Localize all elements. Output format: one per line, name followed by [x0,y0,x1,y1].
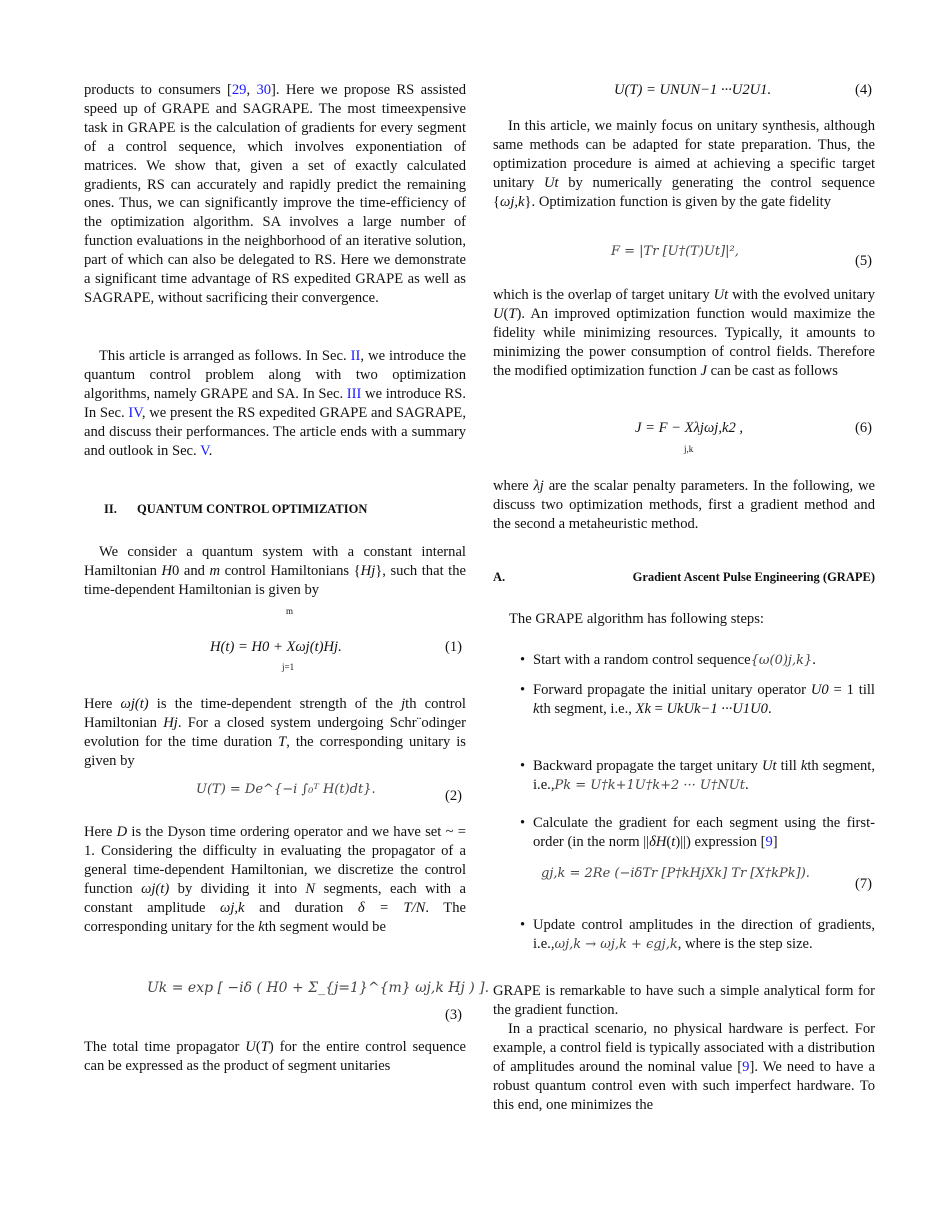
text-run: by dividing it into [169,880,306,897]
text-run: . [767,700,772,717]
math-inline: k [258,918,265,935]
text-run: This article is arranged as follows. In Sec. [99,348,351,364]
text-run: Start with a random control sequence [533,652,751,668]
grape-step-1 [533,651,875,671]
paragraph-fidelity [493,286,875,381]
text-run: where [493,478,534,494]
math-inline: t [671,833,676,850]
paragraph-discretization [84,823,466,936]
paragraph-grape-remark [493,982,875,1020]
citation-link[interactable]: 9 [765,833,773,850]
subsection-heading: Gradient Ascent Pulse Engineering (GRAPE) [632,570,875,584]
equation-1-lower: j=1 [282,662,295,672]
text-run: In a practical scenario, no physical hardware is perfect. For example, a control field is typically associated with a distribution of amplitudes around the nominal value [ [493,1021,875,1075]
text-run: We consider a quantum system with a constant internal Hamiltonian [84,544,466,579]
equation-1-upper: m [286,606,294,616]
paragraph-total-propagator [84,1038,466,1076]
equation-3-number: (3) [445,1007,463,1023]
text-run: th segment, i.e., [539,700,636,717]
section-heading: QUANTUM CONTROL OPTIMIZATION [137,502,368,516]
equation-4-number: (4) [855,82,873,98]
text-run: control Hamiltonians { [220,562,361,579]
citation-link[interactable]: III [346,385,362,402]
equation-7-number: (7) [855,876,873,892]
grape-step-5 [533,916,875,955]
text-run: }. Optimization function is given by the gate fidelity [524,193,832,210]
grape-step-2 [533,681,875,719]
text-run: are the scalar penalty parameters. In the following, we discuss two optimization methods, first a gradient method and the second a metaheuristic method. [493,478,875,532]
equation-6-number: (6) [855,420,873,436]
text-run: and duration [244,899,358,916]
text-run: we introduce RS. In Sec. [84,385,466,421]
text-run: products to consumers [ [84,82,232,98]
text-run: ( [255,1039,261,1055]
text-run: ( [503,305,509,322]
equation-7: gj,k = 2Re (−iδTr [P†kHjXk] Tr [X†kPk]). [541,866,810,881]
text-run: }, such that the time-dependent Hamiltonian is given by [84,562,467,598]
text-run: can be cast as follows [707,362,838,379]
text-run: . [208,442,213,459]
citation-link[interactable]: 29 [231,82,247,98]
text-run: th segment, i.e., [533,758,875,793]
math-inline: T [508,305,517,322]
text-run: GRAPE is remarkable to have such a simple analytical form for the gradient function. [493,983,875,1018]
text-run: ( [666,833,672,850]
text-run: In this article, we mainly focus on unitary synthesis, although same methods can be adapted for state preparation. Thus, the optimization procedure is aimed at achieving a specific target unitary [493,118,875,191]
math-inline: m [209,562,221,579]
citation-link[interactable]: IV [128,404,142,421]
text-run: , where is the step size. [677,935,813,952]
citation-link[interactable]: 9 [742,1058,750,1075]
math-inline: UkUk−1 ···U1U0 [666,700,768,717]
text-run: is the time-dependent strength of the [148,696,402,712]
equation-5-number: (5) [855,253,873,269]
text-run: Backward propagate the target unitary [533,758,762,774]
math-inline: U [245,1039,256,1055]
paragraph-penalty [493,477,875,534]
math-inline: U [493,305,504,322]
text-run: . For a closed system undergoing Schr¨odinger evolution for the time duration [84,714,466,750]
equation-5: F = |Tr [U†(T)Ut]|², [611,244,739,259]
paragraph-unitary-synthesis [493,117,875,212]
citation-link[interactable]: II [350,348,361,364]
math-inline: H [360,562,372,579]
grape-step-4 [533,814,875,852]
math-inline: δH [649,833,667,850]
math-inline: j [401,696,406,712]
math-inline: Ut [543,174,559,191]
grape-step-3 [533,757,875,796]
equation-1-number: (1) [445,639,463,655]
text-run: . [812,652,816,668]
text-run: The total time propagator [84,1039,246,1055]
text-run: is the Dyson time ordering operator and we have set ~ = 1. Considering the difficulty in evaluating the propagator of a general time-dependent Hamiltonian, we discretize the control function [84,824,466,897]
text-run: till [776,758,801,774]
math-inline: ωj,k [500,193,525,210]
text-run: Here [84,824,117,840]
text-run: ). An improved optimization function would maximize the fidelity while minimizing resources. Typically, it amounts to minimizing the power consumption of control fields. Therefore the modified optimization function [493,305,875,379]
equation-2: U(T) = De^{−i ∫₀ᵀ H(t)dt}. [196,782,376,797]
math-inline: D [116,824,128,840]
text-run: th control Hamiltonian [84,696,466,731]
text-run: ) for the entire control sequence can be expressed as the product of segment unitaries [84,1039,466,1074]
text-run: by numerically generating the control sequence { [493,174,875,210]
text-run: , we present the RS expedited GRAPE and SAGRAPE, and discuss their performances. The article ends with a summary and outlook in Sec. [84,404,466,459]
text-run: , we introduce the quantum control problem along with two optimization algorithms, namely GRAPE and SA. In Sec. [84,348,466,402]
paragraph-system [84,543,466,600]
section-number: II. [104,502,117,516]
text-run: . The corresponding unitary for the [84,899,466,935]
math-inline: ωj(t) [141,880,170,897]
citation-link[interactable]: 30 [256,82,272,98]
text-run: Forward propagate the initial unitary operator [533,682,811,698]
math-inline: ωj,k → ωj,k + ϵgj,k [554,936,678,952]
equation-3: Uk = exp [ −iδ ( H0 + Σ_{j=1}^{m} ωj,k Hj ) ]. [147,980,490,996]
math-inline: ωj(t) [120,696,149,712]
text-run: 0 and [172,562,210,579]
subsection-number: A. [493,570,506,584]
equation-4: U(T) = UNUN−1 ···U2U1. [614,82,772,98]
math-inline: λj [533,478,544,494]
math-inline: j [371,562,376,579]
text-run: with the evolved unitary [728,287,876,303]
text-run: ] [772,833,778,850]
math-inline: T [260,1039,269,1055]
text-run: = 1 till [828,682,875,698]
math-inline: Xk [635,700,651,717]
text-run: ]. Here we propose RS assisted speed up of GRAPE and SAGRAPE. The most timeexpensive task in GRAPE is the calculation of gradients for every segment of a control sequence, which involves exponentiation of matrices. We show that, given a set of exactly calculated gradients, RS can accurately and rapidly predict the remaining ones. Thus, we can significantly improve the time-efficiency of the optimization algorithm. SA involves a large number of function evaluations in the neighborhood of an iterative solution, part of which can also be delegated to RS. Here we demonstrate a significant time advantage of RS expedited GRAPE as well as SAGRAPE, without sacrificing their convergence. [84,82,467,306]
math-inline: T [278,733,287,750]
text-run: ]. We need to have a robust quantum control even with such imperfect hardware. To this end, one minimizes the [493,1058,875,1113]
citation-link[interactable]: V [200,442,209,459]
math-inline: k [800,758,808,774]
math-inline: {ω(0)j,k} [750,653,813,668]
text-run: segments, each with a constant amplitude [84,880,466,916]
text-run: Calculate the gradient for each segment using the first-order (in the norm || [533,815,875,850]
text-run: = [650,700,667,717]
math-inline: k [533,700,540,717]
math-inline: Ut [761,758,777,774]
paragraph-robust-control [493,1020,875,1115]
math-inline: J [700,362,707,379]
text-run: Update control amplitudes in the direction of gradients, i.e., [533,917,875,952]
text-run: . [744,776,749,793]
math-inline: Pk = U†k+1U†k+2 ··· U†NUt [554,777,745,793]
text-run: Here [84,696,121,712]
equation-6: J = F − Xλjωj,k2 , [635,420,744,436]
math-inline: N [305,880,316,897]
equation-2-number: (2) [445,788,463,804]
math-inline: δ = T/N [357,899,426,916]
paragraph-intro-rs [84,81,466,308]
grape-intro: The GRAPE algorithm has following steps: [509,611,764,627]
math-inline: H [161,562,173,579]
equation-1: H(t) = H0 + Xωj(t)Hj. [210,639,342,655]
math-inline: Ut [713,287,729,303]
text-run: , the corresponding unitary is given by [84,733,466,769]
math-inline: Hj [163,714,178,731]
math-inline: ωj,k [220,899,245,916]
text-run: which is the overlap of target unitary [493,287,714,303]
math-inline: U0 [810,682,829,698]
text-run: )||) expression [ [675,833,766,850]
text-run: th segment would be [264,918,386,935]
equation-6-lower: j,k [684,444,694,454]
paragraph-evolution [84,695,466,771]
text-run: , [246,82,257,98]
paragraph-article-outline [84,347,466,460]
